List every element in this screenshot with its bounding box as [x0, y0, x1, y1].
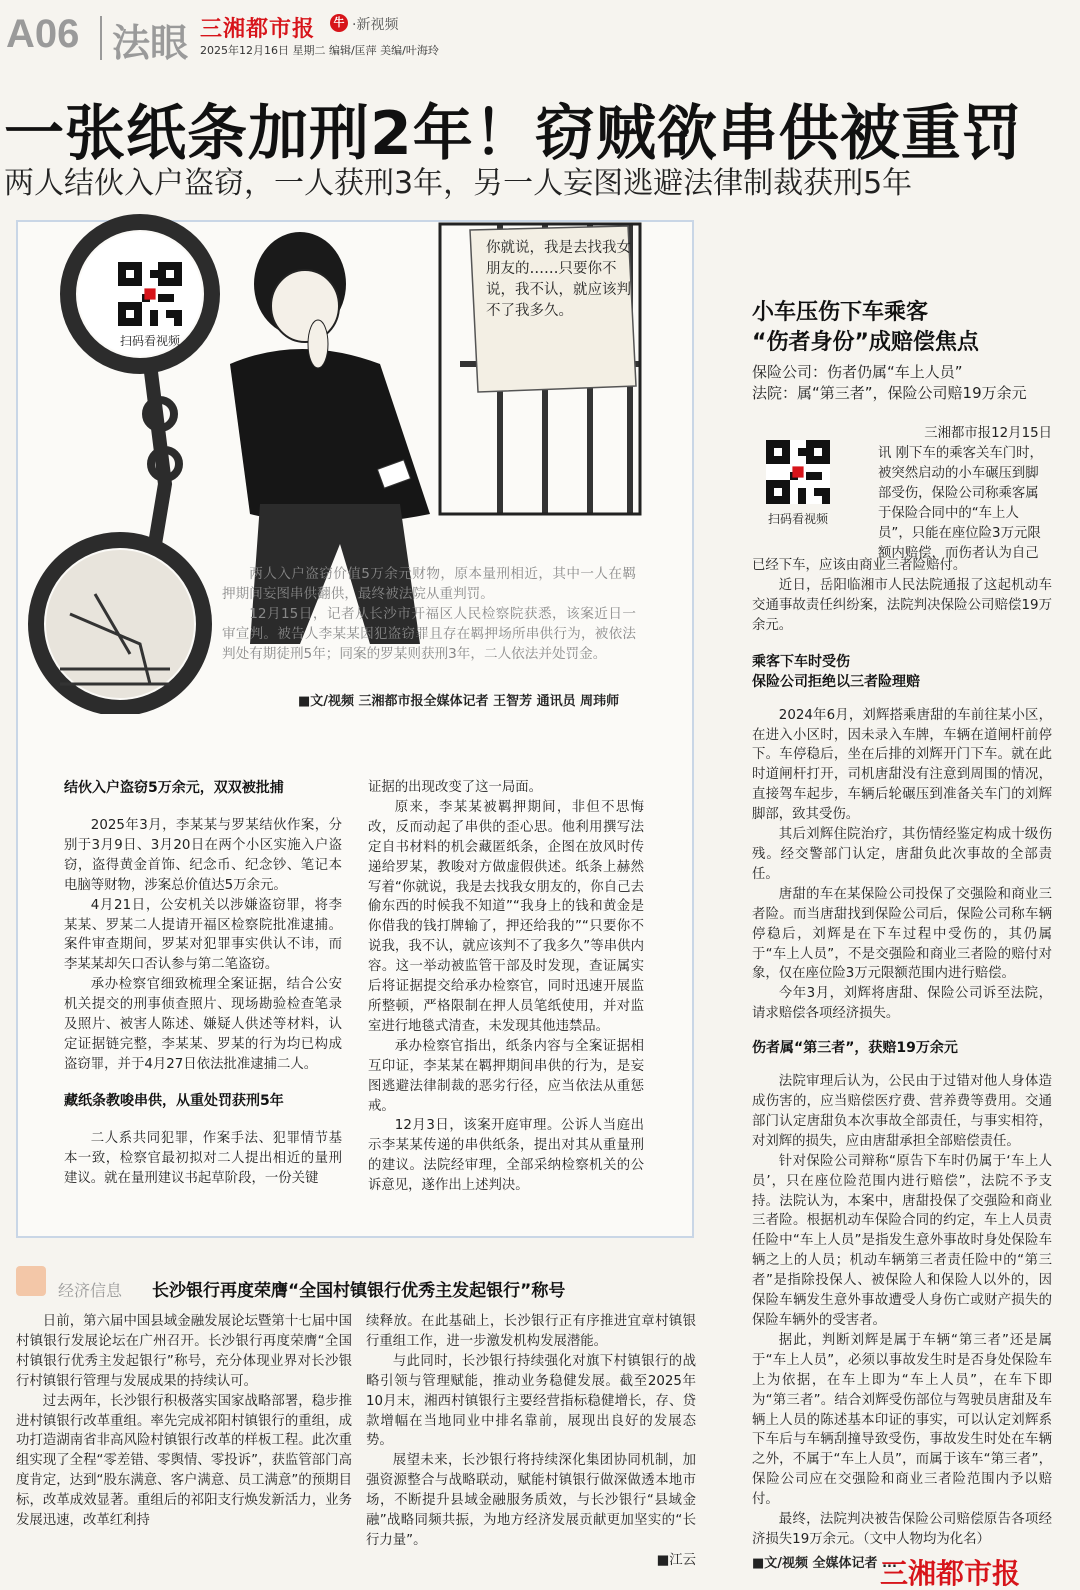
body-paragraph: 续释放。在此基础上，长沙银行正有序推进宜章村镇银行重组工作，进一步激发机构发展潜能。 [366, 1314, 696, 1349]
section-heading: 结伙入户盗窃5万余元，双双被批捕 [64, 780, 284, 796]
lead-line: 讯 刚下车的乘客关车门时， [878, 446, 1043, 461]
intro-paragraph: 12月15日，记者从长沙市开福区人民检察院获悉，该案近日一审宣判。被告人李某某因犯盗窃罪且存在羁押场所串供行为，被依法判处有期徒刑5年；同案的罗某则获刑3年，二人依法并处罚金。 [222, 606, 636, 662]
body-paragraph: 最终，法院判决被告保险公司赔偿原告各项经济损失19万余元。（文中人物均为化名） [752, 1512, 1052, 1547]
body-paragraph: 4月21日，公安机关以涉嫌盗窃罪，将李某某、罗某二人提请开福区检察院批准逮捕。案件审查期间，罗某对犯罪事实供认不讳，而李某某却矢口否认参与第二笔盗窃。 [64, 897, 342, 973]
right-byline: ■文/视频 全媒体记者 ... [752, 1555, 897, 1571]
lead-line: 部受伤，保险公司称乘客属 [878, 485, 1039, 501]
footer-brand-logo: 三湘都市报 [880, 1557, 1021, 1590]
body-paragraph: 日前，第六届中国县域金融发展论坛暨第十七届中国村镇银行发展论坛在广州召开。长沙银行再度荣膺“全国村镇银行优秀主发起银行”称号，充分体现业界对长沙银行村镇银行管理与发展成果的持续认可。 [16, 1314, 352, 1389]
right-dateline [878, 424, 1052, 444]
body-paragraph: 针对保险公司辩称“原告下车时仍属于‘车上人员’，只在座位险范围内进行赔偿”，法院不予支持。法院认为，本案中，唐甜投保了交强险和商业三者险。根据机动车保险合同的约定，车上人员责任险中“车上人员”是指发生意外事故时身处保险车辆之上的人员；机动车辆第三者责任险中的“第三者”是指除投保人、被保险人和保险人以外的，因保险车辆发生意外事故遭受人身伤亡或财产损失的保险车辆外的受害者。 [752, 1153, 1052, 1328]
intro-paragraph: 两人入户盗窃价值5万余元财物，原本量刑相近，其中一人在羁押期间妄图串供翻供，最终被法院从重判罚。 [222, 566, 636, 602]
body-paragraph: 近日，岳阳临湘市人民法院通报了这起机动车交通事故责任纠纷案，法院判决保险公司赔偿19万余元。 [752, 577, 1052, 633]
body-paragraph: 据此，判断刘辉是属于车辆“第三者”还是属于“车上人员”，必须以事故发生时是否身处保险车上为依据，在车上即为“车上人员”，在车下即为“第三者”。结合刘辉受伤部位与驾驶员唐甜及车辆上人员的陈述基本印证的事实，可以认定刘辉系下车后与车辆刮撞导致受伤，事故发生时处在车辆之外，不属于“车上人员”，而属于该车“第三者”，保险公司应在交强险和商业三者险范围内予以赔付。 [752, 1332, 1052, 1508]
qr-code-icon[interactable] [118, 262, 182, 326]
econ-tag-icon [16, 1266, 46, 1296]
lead-line: 额内赔偿，而伤者认为自己 [878, 545, 1039, 561]
right-lead-wrap [878, 444, 1054, 563]
lead-line: 于保险合同中的“车上人 [878, 505, 1019, 521]
econ-title: 长沙银行再度荣膺“全国村镇银行优秀主发起银行”称号 [152, 1281, 566, 1301]
body-paragraph: 二人系共同犯罪，作案手法、犯罪情节基本一致，检察官最初拟对二人提出相近的量刑建议。就在量刑建议书起草阶段，一份关键 [64, 1130, 342, 1186]
econ-signature: ■江云 [656, 1552, 696, 1568]
dateline-text: 三湘都市报12月15日 [924, 426, 1052, 441]
masthead-divider [100, 16, 102, 60]
newspaper-brand: 三湘都市报 [200, 17, 316, 42]
body-paragraph: 承办检察官指出，纸条内容与全案证据相互印证，李某某在羁押期间串供的行为，是妄图逃避法律制裁的恶劣行径，应当依法从重惩戒。 [368, 1038, 644, 1114]
body-paragraph: 法院审理后认为，公民由于过错对他人身体造成伤害的，应当赔偿医疗费、营养费等费用。交通部门认定唐甜负本次事故全部责任，与事实相符，对刘辉的损失，应由唐甜承担全部赔偿责任。 [752, 1074, 1052, 1149]
body-paragraph: 原来，李某某被羁押期间，非但不思悔改，反而动起了串供的歪心思。他利用撰写法定自书材料的机会藏匿纸条，企图在放风时传递给罗某，教唆对方做虚假供述。纸条上赫然写着“你就说，我是去找我女朋友的，你自己去偷东西的时候我不知道”“我身上的钱和黄金是你借我的钱打牌输了，押还给我的”“只要你不说我，我不认，就应该判不了我多久”等串供内容。这一举动被监管干部及时发现，查证属实后将证据提交给承办检察官，同时迅速开展监所整顿，严格限制在押人员笔纸使用，并对监室进行地毯式清查，未发现其他违禁品。 [368, 799, 644, 1034]
body-paragraph: 12月3日，该案开庭审理。公诉人当庭出示李某某传递的串供纸条，提出对其从重量刑的建议。法院经审理，全部采纳检察机关的公诉意见，遂作出上述判决。 [368, 1118, 644, 1194]
body-paragraph: 其后刘辉住院治疗，其伤情经鉴定构成十级伤残。经交警部门认定，唐甜负此次事故的全部责任。 [752, 827, 1052, 882]
subheadline: 两人结伙入户盗窃，一人获刑3年，另一人妄图逃避法律制裁获刑5年 [4, 166, 913, 201]
body-paragraph: 已经下车，应该由商业三者险赔付。 [752, 558, 967, 573]
body-paragraph: 今年3月，刘辉将唐甜、保险公司诉至法院，请求赔偿各项经济损失。 [752, 986, 1052, 1022]
body-paragraph: 承办检察官细致梳理全案证据，结合公安机关提交的刑事侦查照片、现场勘验检查笔录及照片、被害人陈述、嫌疑人供述等材料，认定证据链完整，李某某、罗某的行为均已构成盗窃罪，并于4月27日依法批准逮捕二人。 [64, 977, 342, 1072]
right-story-title: 小车压伤下车乘客 [752, 300, 929, 325]
econ-label: 经济信息 [58, 1281, 123, 1300]
section-heading: 保险公司拒绝以三者险理赔 [752, 673, 920, 690]
section-name: 法眼 [112, 21, 189, 65]
body-paragraph: 唐甜的车在某保险公司投保了交强险和商业三者险。而当唐甜找到保险公司后，保险公司称车辆停稳后，刘辉是在下车过程中受伤的，其仍属于“车上人员”，不是交强险和商业三者险的赔付对象，仅在座位险3万元限额范围内进行赔偿。 [752, 886, 1052, 982]
body-paragraph: 2024年6月，刘辉搭乘唐甜的车前往某小区，在进入小区时，因未录入车牌，车辆在道闸杆前停下。车停稳后，坐在后排的刘辉开门下车。就在此时道闸杆打开，司机唐甜没有注意到周围的情况，直接驾车起步，车辆后轮碾压到准备关车门的刘辉脚部，致其受伤。 [752, 707, 1052, 823]
story-intro [222, 564, 636, 664]
headline: 一张纸条加刑2年！窃贼欲串供被重罚 [4, 99, 1023, 169]
note-text: 你就说，我是去找我女朋友的……只要你不说，我不认，就应该判不了我多久。 [486, 240, 631, 319]
story-column-2 [368, 778, 644, 1196]
story-byline: ■文/视频 三湘都市报全媒体记者 王智芳 通讯员 周玮师 [298, 694, 620, 709]
page-number: A06 [6, 12, 80, 56]
econ-column-1 [16, 1312, 352, 1531]
right-story-body [752, 556, 1052, 1571]
right-story-title-2: “伤者身份”成赔偿焦点 [752, 330, 979, 355]
lead-line: 被突然启动的小车碾压到脚 [878, 465, 1039, 481]
qr-caption: 扫码看视频 [120, 334, 181, 348]
section-heading: 乘客下车时受伤 [752, 653, 850, 670]
section-heading: 伤者属“第三者”，获赔19万余元 [752, 1040, 958, 1057]
brand-badge-icon: 牛 [330, 14, 348, 32]
brand-video-label: ·新视频 [352, 17, 399, 33]
lead-line: 员”，只能在座位险3万元限 [878, 525, 1041, 541]
right-story-sub: 保险公司：伤者仍属“车上人员” [752, 363, 963, 381]
section-heading: 藏纸条教唆串供，从重处罚获刑5年 [64, 1092, 284, 1109]
dateline: 2025年12月16日 星期二 编辑/匡萍 美编/叶海玲 [200, 44, 439, 57]
qr-code-icon[interactable] [766, 440, 830, 504]
body-paragraph: 展望未来，长沙银行将持续深化集团协同机制，加强资源整合与战略联动，赋能村镇银行做深做透本地市场，不断提升县域金融服务质效，与长沙银行“县域金融”战略同频共振，为地方经济发展贡献更加坚实的“长行力量”。 [366, 1453, 696, 1548]
body-paragraph: 2025年3月，李某某与罗某结伙作案，分别于3月9日、3月20日在两个小区实施入户盗窃，盗得黄金首饰、纪念币、纪念钞、笔记本电脑等财物，涉案总价值达5万余元。 [64, 818, 342, 893]
story-column-1 [64, 778, 342, 1189]
qr-caption: 扫码看视频 [768, 512, 829, 526]
body-paragraph: 证据的出现改变了这一局面。 [368, 780, 543, 795]
right-story-header [752, 298, 1062, 404]
body-paragraph: 过去两年，长沙银行积极落实国家战略部署，稳步推进村镇银行改革重组。率先完成祁阳村镇银行的重组，成功打造湖南省非高风险村镇银行改革的样板工程。此次重组实现了全程“零差错、零舆情、零投诉”，获监管部门高度肯定，达到“股东满意、客户满意、员工满意”的预期目标，改革成效显著。重组后的祁阳支行焕发新活力，业务发展迅速，改革红利持 [16, 1393, 352, 1529]
econ-column-2 [366, 1312, 696, 1571]
body-paragraph: 与此同时，长沙银行持续强化对旗下村镇银行的战略引领与管理赋能，推动业务稳健发展。截至2025年10月末，湘西村镇银行主要经营指标稳健增长，存、贷款增幅在当地同业中排名靠前，展现出良好的发展态势。 [366, 1353, 696, 1449]
right-story-sub: 法院：属“第三者”，保险公司赔19万余元 [752, 384, 1027, 402]
